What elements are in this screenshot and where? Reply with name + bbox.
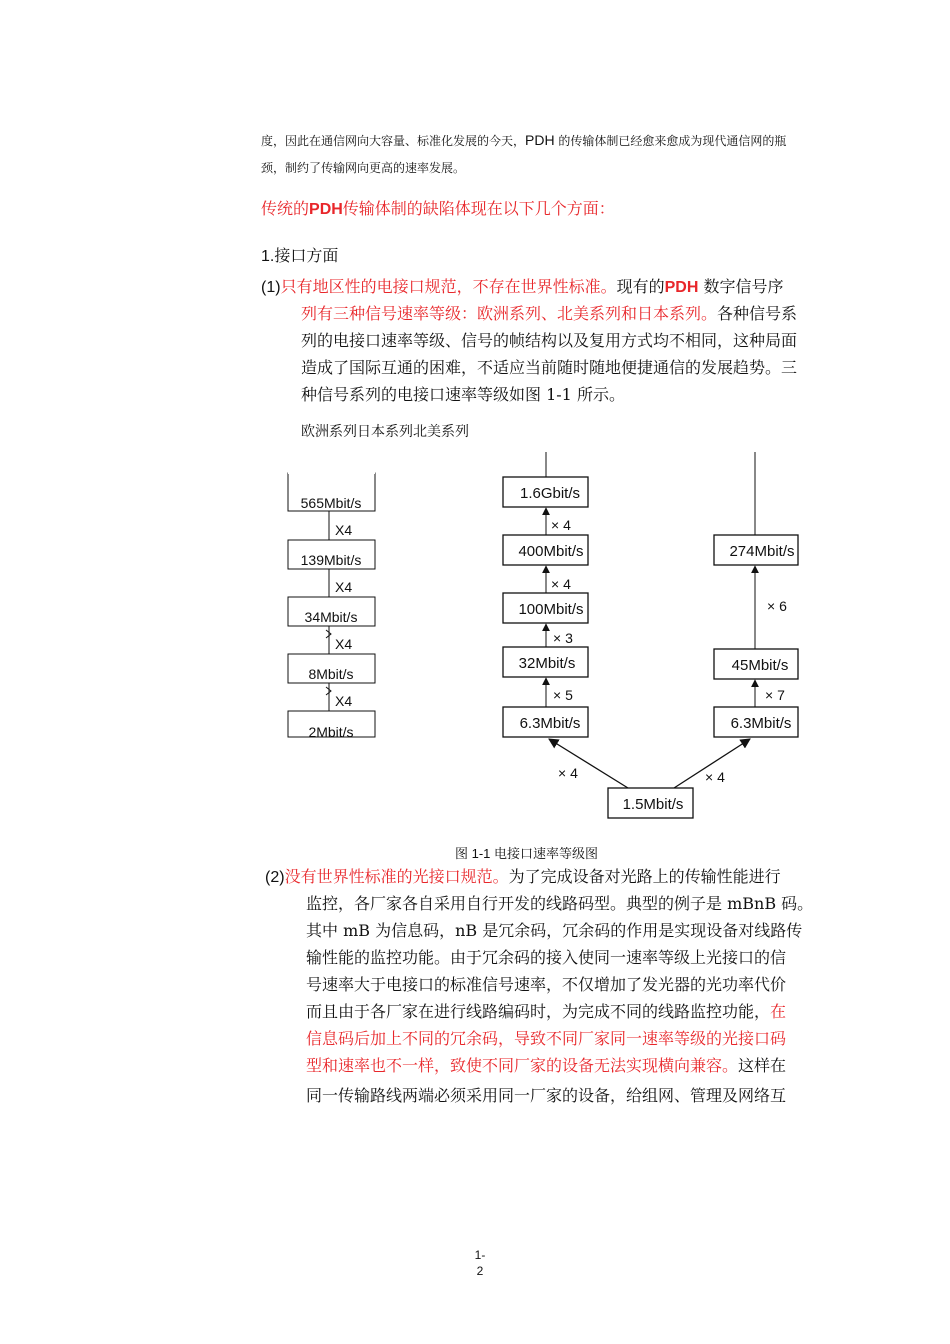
rate-label: 100Mbit/s — [518, 601, 584, 618]
multiplier-label: X4 — [335, 579, 353, 595]
item-number: (1) — [261, 279, 281, 296]
item2-line-1 — [265, 864, 781, 892]
figure-caption-clip — [455, 838, 655, 861]
figure-caption: 图 1-1 电接口速率等级图 — [455, 846, 599, 861]
multiplier-label: × 4 — [705, 769, 725, 785]
item1-line-4: 造成了国际互通的困难，不适应当前随时随地便捷通信的发展趋势。三 — [301, 358, 798, 377]
rate-label: 6.3Mbit/s — [730, 715, 792, 732]
intro-text: 度，因此在通信网向大容量、标准化发展的今天， — [261, 134, 526, 148]
heading-part: 传输体制的缺陷体现在以下几个方面： — [342, 199, 615, 218]
page-number-bottom: 2 — [476, 1264, 484, 1278]
item1-red: 只有地区性的电接口规范，不存在世界性标准。 — [280, 277, 617, 296]
item1-line-3: 列的电接口速率等级、信号的帧结构以及复用方式均不相同，这种局面 — [301, 331, 798, 350]
heading-part: 传统的 — [261, 199, 310, 218]
item1-text: 各种信号系 — [717, 304, 798, 323]
rate-label: 32Mbit/s — [518, 655, 576, 672]
item1-text: 数字信号序 — [698, 277, 784, 296]
multiplier-label: × 7 — [765, 687, 785, 703]
rate-label: 2Mbit/s — [308, 724, 354, 740]
intro-text: 的传输体制已经愈来愈成为现代通信网的瓶 — [554, 134, 787, 148]
item2-text: 同一传输路线两端必须采用同一厂家的设备，给组网、管理及网络互 — [306, 1086, 787, 1105]
rate-label: 274Mbit/s — [729, 543, 795, 560]
multiplier-label: X4 — [335, 636, 353, 652]
multiplier-label: × 4 — [551, 517, 571, 533]
item2-red: 在 — [770, 1002, 787, 1021]
rate-label: 565Mbit/s — [300, 495, 362, 511]
north-america-series — [714, 452, 798, 737]
item1-text: 现有的 — [616, 277, 665, 296]
item2-line-8 — [306, 1053, 786, 1080]
rate-label: 6.3Mbit/s — [519, 715, 581, 732]
multiplier-label: × 3 — [553, 630, 573, 646]
multiplier-label: × 6 — [767, 598, 787, 614]
item2-line-6 — [306, 999, 786, 1026]
rate-label: 45Mbit/s — [731, 657, 789, 674]
multiplier-label: X4 — [335, 693, 353, 709]
page-number — [470, 1247, 490, 1279]
item2-text: 这样在 — [738, 1056, 787, 1075]
multiplier-label: × 5 — [553, 687, 573, 703]
item-number: (2) — [265, 869, 285, 886]
item2-line-2: 监控，各厂家各自采用自行开发的线路码型。典型的例子是 mBnB 码。 — [306, 894, 814, 913]
item2-text: 而且由于各厂家在进行线路编码时，为完成不同的线路监控功能， — [306, 1002, 771, 1021]
item1-red: 列有三种信号速率等级：欧洲系列、北美系列和日本系列。 — [301, 304, 718, 323]
item2-line-4: 输性能的监控功能。由于冗余码的接入使同一速率等级上光接口的信 — [306, 948, 787, 967]
multiplier-label: × 4 — [558, 765, 578, 781]
multiplier-label: × 4 — [551, 576, 571, 592]
item2-line-7: 信息码后加上不同的冗余码，导致不同厂家同一速率等级的光接口码 — [306, 1029, 787, 1048]
intro-line-2: 颈，制约了传输网向更高的速率发展。 — [261, 161, 466, 175]
japan-series — [503, 452, 588, 737]
base-rate — [549, 739, 750, 818]
rate-label: 400Mbit/s — [518, 543, 584, 560]
rate-label: 1.6Gbit/s — [519, 485, 581, 502]
item2-red: 型和速率也不一样，致使不同厂家的设备无法实现横向兼容。 — [306, 1056, 739, 1075]
series-label: 欧洲系列日本系列北美系列 — [301, 424, 469, 440]
multiplier-label: X4 — [335, 522, 353, 538]
page-number-top: 1- — [474, 1248, 486, 1262]
rate-label: 139Mbit/s — [300, 552, 362, 568]
rate-label: 1.5Mbit/s — [622, 796, 684, 813]
europe-series — [288, 473, 375, 740]
item2-line-3: 其中 mB 为信息码，nB 是冗余码，冗余码的作用是实现设备对线路传 — [306, 921, 803, 940]
item1-line-5: 种信号系列的电接口速率等级如图 1-1 所示。 — [301, 385, 625, 404]
section-title: 1.接口方面 — [261, 248, 339, 265]
item2-red: 没有世界性标准的光接口规范。 — [284, 867, 509, 886]
rate-label: 8Mbit/s — [308, 666, 354, 682]
item2-line-9-clipped — [306, 1083, 836, 1105]
rate-label: 34Mbit/s — [304, 609, 358, 625]
item2-text: 为了完成设备对光路上的传输性能进行 — [508, 867, 781, 886]
pdh-term: PDH — [525, 132, 555, 148]
heading-pdh: PDH — [309, 201, 343, 218]
item2-line-5: 号速率大于电接口的标准信号速率，不仅增加了发光器的光功率代价 — [306, 975, 787, 994]
item1-pdh: PDH — [664, 279, 699, 296]
